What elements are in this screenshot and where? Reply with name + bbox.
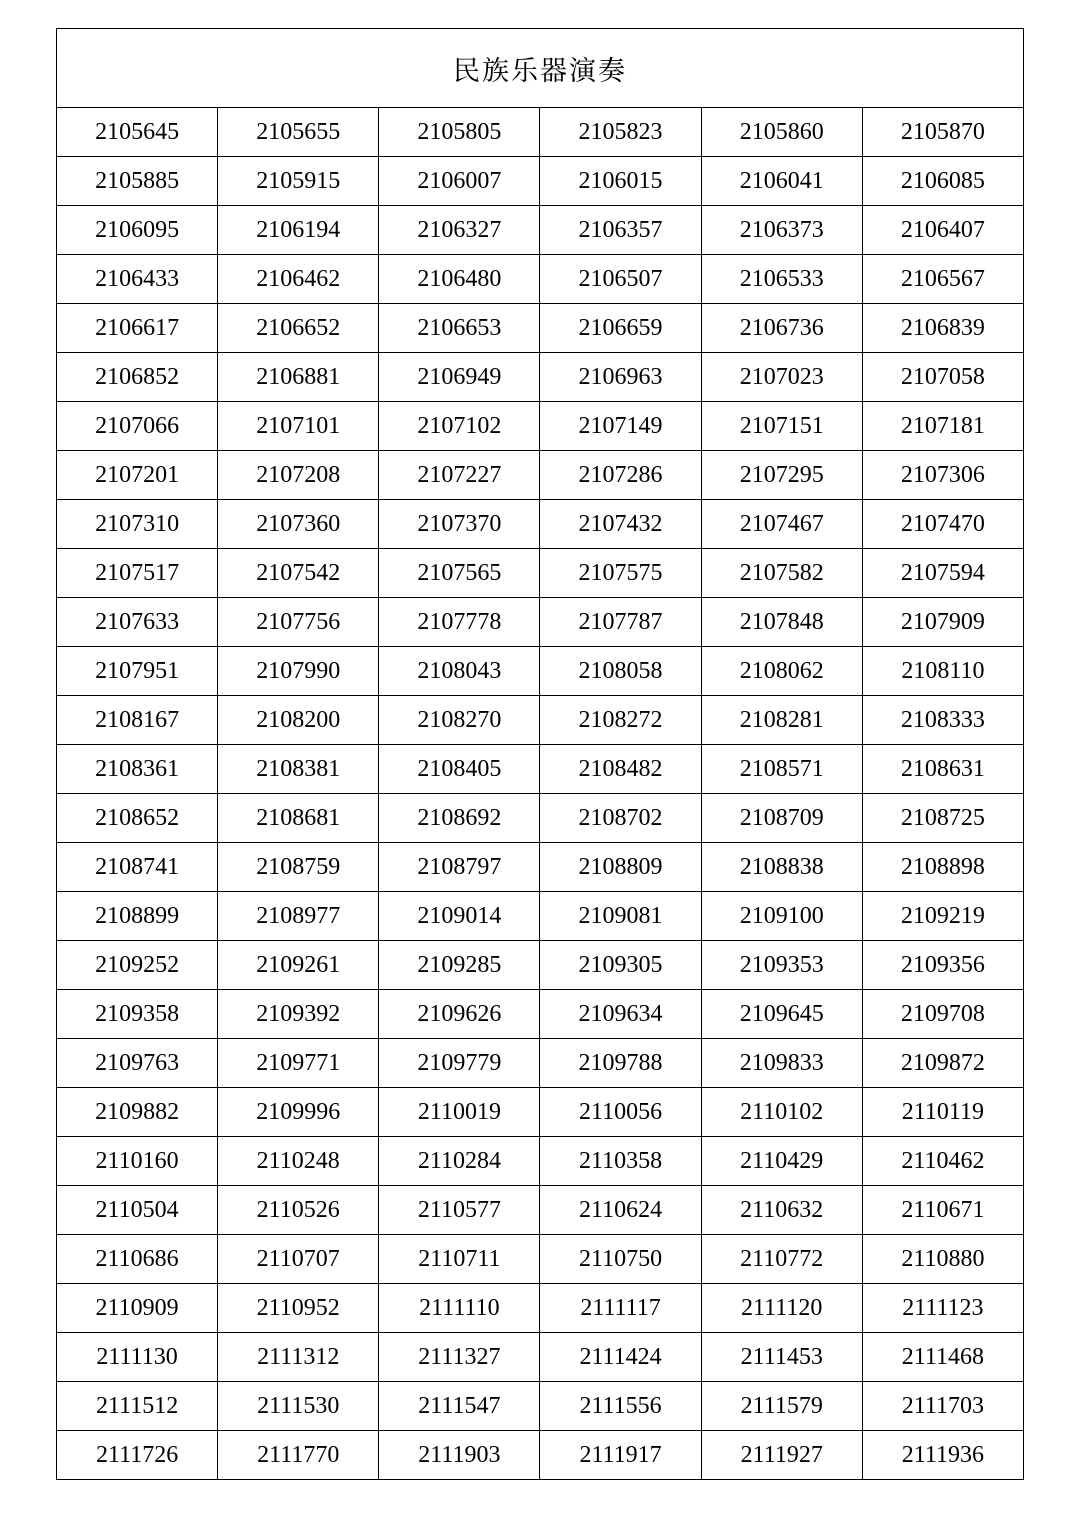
candidate-number-cell: 2109014 <box>379 892 540 941</box>
candidate-number-cell: 2110462 <box>862 1137 1023 1186</box>
candidate-number-cell: 2106852 <box>57 353 218 402</box>
candidate-number-cell: 2107778 <box>379 598 540 647</box>
candidate-number-cell: 2109779 <box>379 1039 540 1088</box>
candidate-number-cell: 2106194 <box>218 206 379 255</box>
candidate-number-cell: 2107101 <box>218 402 379 451</box>
candidate-number-cell: 2110429 <box>701 1137 862 1186</box>
candidate-number-cell: 2110671 <box>862 1186 1023 1235</box>
candidate-number-cell: 2109763 <box>57 1039 218 1088</box>
candidate-number-cell: 2105805 <box>379 108 540 157</box>
candidate-number-cell: 2108692 <box>379 794 540 843</box>
candidate-number-cell: 2107582 <box>701 549 862 598</box>
candidate-number-cell: 2107066 <box>57 402 218 451</box>
table-row <box>57 451 1024 500</box>
table-row <box>57 745 1024 794</box>
candidate-number-cell: 2110577 <box>379 1186 540 1235</box>
candidate-number-cell: 2110624 <box>540 1186 701 1235</box>
table-row <box>57 206 1024 255</box>
candidate-number-cell: 2110248 <box>218 1137 379 1186</box>
candidate-number-cell: 2107467 <box>701 500 862 549</box>
candidate-number-cell: 2108333 <box>862 696 1023 745</box>
candidate-number-cell: 2110909 <box>57 1284 218 1333</box>
table-row <box>57 990 1024 1039</box>
candidate-number-cell: 2108725 <box>862 794 1023 843</box>
candidate-number-cell: 2106617 <box>57 304 218 353</box>
candidate-number-cell: 2108631 <box>862 745 1023 794</box>
candidate-number-cell: 2109356 <box>862 941 1023 990</box>
candidate-number-cell: 2106881 <box>218 353 379 402</box>
candidate-number-cell: 2108709 <box>701 794 862 843</box>
table-row <box>57 1235 1024 1284</box>
candidate-number-cell: 2108702 <box>540 794 701 843</box>
candidate-number-cell: 2108898 <box>862 843 1023 892</box>
candidate-number-cell: 2111512 <box>57 1382 218 1431</box>
candidate-number-cell: 2108110 <box>862 647 1023 696</box>
candidate-number-cell: 2107370 <box>379 500 540 549</box>
candidate-number-cell: 2111917 <box>540 1431 701 1480</box>
candidate-number-cell: 2109353 <box>701 941 862 990</box>
candidate-number-cell: 2108167 <box>57 696 218 745</box>
candidate-number-cell: 2107023 <box>701 353 862 402</box>
candidate-number-cell: 2107201 <box>57 451 218 500</box>
candidate-number-cell: 2108809 <box>540 843 701 892</box>
candidate-number-cell: 2110102 <box>701 1088 862 1137</box>
candidate-number-cell: 2109645 <box>701 990 862 1039</box>
candidate-number-cell: 2108058 <box>540 647 701 696</box>
candidate-number-cell: 2108381 <box>218 745 379 794</box>
candidate-number-cell: 2110711 <box>379 1235 540 1284</box>
table-row <box>57 941 1024 990</box>
candidate-number-cell: 2108652 <box>57 794 218 843</box>
candidate-number-cell: 2111530 <box>218 1382 379 1431</box>
table-title-row <box>57 29 1024 108</box>
table-row <box>57 549 1024 598</box>
candidate-number-cell: 2108281 <box>701 696 862 745</box>
candidate-number-cell: 2110160 <box>57 1137 218 1186</box>
candidate-number-cell: 2108405 <box>379 745 540 794</box>
candidate-number-cell: 2107517 <box>57 549 218 598</box>
candidate-number-cell: 2111547 <box>379 1382 540 1431</box>
candidate-number-cell: 2106327 <box>379 206 540 255</box>
candidate-number-table <box>56 28 1024 1480</box>
candidate-number-cell: 2109626 <box>379 990 540 1039</box>
candidate-number-cell: 2107432 <box>540 500 701 549</box>
candidate-number-cell: 2106407 <box>862 206 1023 255</box>
candidate-number-cell: 2108797 <box>379 843 540 892</box>
candidate-number-cell: 2107102 <box>379 402 540 451</box>
candidate-number-cell: 2106462 <box>218 255 379 304</box>
candidate-number-cell: 2110686 <box>57 1235 218 1284</box>
candidate-number-cell: 2106652 <box>218 304 379 353</box>
candidate-number-cell: 2109100 <box>701 892 862 941</box>
candidate-number-cell: 2107310 <box>57 500 218 549</box>
candidate-number-cell: 2106095 <box>57 206 218 255</box>
candidate-number-cell: 2108759 <box>218 843 379 892</box>
candidate-number-cell: 2108270 <box>379 696 540 745</box>
candidate-number-cell: 2110750 <box>540 1235 701 1284</box>
candidate-number-cell: 2107575 <box>540 549 701 598</box>
table-row <box>57 696 1024 745</box>
candidate-number-cell: 2111123 <box>862 1284 1023 1333</box>
candidate-number-cell: 2106007 <box>379 157 540 206</box>
candidate-number-cell: 2106653 <box>379 304 540 353</box>
candidate-number-cell: 2107951 <box>57 647 218 696</box>
candidate-number-cell: 2111770 <box>218 1431 379 1480</box>
table-row <box>57 255 1024 304</box>
candidate-number-cell: 2109833 <box>701 1039 862 1088</box>
candidate-number-cell: 2109771 <box>218 1039 379 1088</box>
candidate-number-cell: 2108741 <box>57 843 218 892</box>
table-row <box>57 1186 1024 1235</box>
candidate-number-cell: 2111927 <box>701 1431 862 1480</box>
candidate-number-cell: 2109634 <box>540 990 701 1039</box>
candidate-number-cell: 2110358 <box>540 1137 701 1186</box>
candidate-number-cell: 2111468 <box>862 1333 1023 1382</box>
candidate-number-cell: 2108043 <box>379 647 540 696</box>
candidate-number-cell: 2106533 <box>701 255 862 304</box>
candidate-number-cell: 2106736 <box>701 304 862 353</box>
candidate-number-cell: 2107542 <box>218 549 379 598</box>
candidate-number-cell: 2107756 <box>218 598 379 647</box>
table-row <box>57 892 1024 941</box>
candidate-number-cell: 2110526 <box>218 1186 379 1235</box>
table-body <box>57 108 1024 1480</box>
candidate-number-cell: 2111703 <box>862 1382 1023 1431</box>
candidate-number-cell: 2107151 <box>701 402 862 451</box>
candidate-number-cell: 2108899 <box>57 892 218 941</box>
candidate-number-cell: 2108838 <box>701 843 862 892</box>
candidate-number-cell: 2107360 <box>218 500 379 549</box>
candidate-number-cell: 2111424 <box>540 1333 701 1382</box>
candidate-number-cell: 2106373 <box>701 206 862 255</box>
candidate-number-cell: 2106659 <box>540 304 701 353</box>
candidate-number-cell: 2107208 <box>218 451 379 500</box>
candidate-number-cell: 2106015 <box>540 157 701 206</box>
candidate-number-cell: 2111117 <box>540 1284 701 1333</box>
table-row <box>57 647 1024 696</box>
candidate-number-cell: 2110772 <box>701 1235 862 1284</box>
candidate-number-cell: 2107149 <box>540 402 701 451</box>
candidate-number-cell: 2109788 <box>540 1039 701 1088</box>
candidate-number-cell: 2107058 <box>862 353 1023 402</box>
candidate-number-cell: 2110504 <box>57 1186 218 1235</box>
candidate-number-cell: 2105860 <box>701 108 862 157</box>
table-row <box>57 1137 1024 1186</box>
candidate-number-cell: 2107848 <box>701 598 862 647</box>
candidate-number-cell: 2106567 <box>862 255 1023 304</box>
candidate-number-cell: 2106963 <box>540 353 701 402</box>
candidate-number-cell: 2109708 <box>862 990 1023 1039</box>
candidate-number-cell: 2111312 <box>218 1333 379 1382</box>
candidate-number-cell: 2108200 <box>218 696 379 745</box>
candidate-number-cell: 2108482 <box>540 745 701 794</box>
candidate-number-cell: 2111120 <box>701 1284 862 1333</box>
candidate-number-cell: 2108681 <box>218 794 379 843</box>
candidate-number-cell: 2109081 <box>540 892 701 941</box>
candidate-number-cell: 2107286 <box>540 451 701 500</box>
candidate-number-cell: 2105915 <box>218 157 379 206</box>
candidate-number-cell: 2111903 <box>379 1431 540 1480</box>
candidate-number-cell: 2107990 <box>218 647 379 696</box>
table-row <box>57 304 1024 353</box>
candidate-number-cell: 2111579 <box>701 1382 862 1431</box>
candidate-number-cell: 2109358 <box>57 990 218 1039</box>
table-header <box>57 29 1024 108</box>
table-row <box>57 1382 1024 1431</box>
candidate-number-cell: 2106949 <box>379 353 540 402</box>
candidate-number-cell: 2109882 <box>57 1088 218 1137</box>
table-row <box>57 1431 1024 1480</box>
candidate-number-cell: 2106507 <box>540 255 701 304</box>
candidate-number-cell: 2105655 <box>218 108 379 157</box>
candidate-number-cell: 2107227 <box>379 451 540 500</box>
candidate-number-cell: 2110019 <box>379 1088 540 1137</box>
candidate-number-cell: 2107181 <box>862 402 1023 451</box>
candidate-number-cell: 2108571 <box>701 745 862 794</box>
candidate-number-cell: 2111726 <box>57 1431 218 1480</box>
candidate-number-cell: 2106357 <box>540 206 701 255</box>
candidate-number-cell: 2110707 <box>218 1235 379 1284</box>
candidate-number-cell: 2106433 <box>57 255 218 304</box>
candidate-number-cell: 2108977 <box>218 892 379 941</box>
candidate-number-cell: 2111556 <box>540 1382 701 1431</box>
candidate-number-cell: 2109996 <box>218 1088 379 1137</box>
candidate-number-cell: 2109285 <box>379 941 540 990</box>
table-row <box>57 402 1024 451</box>
candidate-number-cell: 2110056 <box>540 1088 701 1137</box>
candidate-number-cell: 2105870 <box>862 108 1023 157</box>
table-row <box>57 843 1024 892</box>
candidate-number-cell: 2108062 <box>701 647 862 696</box>
candidate-number-cell: 2110880 <box>862 1235 1023 1284</box>
candidate-number-cell: 2111110 <box>379 1284 540 1333</box>
table-row <box>57 794 1024 843</box>
candidate-number-cell: 2109392 <box>218 990 379 1039</box>
candidate-number-cell: 2109219 <box>862 892 1023 941</box>
candidate-number-cell: 2108361 <box>57 745 218 794</box>
candidate-number-cell: 2111327 <box>379 1333 540 1382</box>
candidate-number-cell: 2107295 <box>701 451 862 500</box>
candidate-number-cell: 2111130 <box>57 1333 218 1382</box>
candidate-number-cell: 2111453 <box>701 1333 862 1382</box>
candidate-number-cell: 2107470 <box>862 500 1023 549</box>
candidate-number-cell: 2106041 <box>701 157 862 206</box>
candidate-number-cell: 2108272 <box>540 696 701 745</box>
table-row <box>57 157 1024 206</box>
candidate-number-cell: 2111936 <box>862 1431 1023 1480</box>
candidate-number-cell: 2109305 <box>540 941 701 990</box>
candidate-number-cell: 2105645 <box>57 108 218 157</box>
candidate-number-cell: 2109872 <box>862 1039 1023 1088</box>
table-row <box>57 1039 1024 1088</box>
table-row <box>57 598 1024 647</box>
candidate-number-cell: 2107787 <box>540 598 701 647</box>
candidate-number-cell: 2105823 <box>540 108 701 157</box>
candidate-number-cell: 2107633 <box>57 598 218 647</box>
page-title: 民族乐器演奏 <box>57 29 1024 108</box>
table-row <box>57 108 1024 157</box>
table-row <box>57 1284 1024 1333</box>
table-row <box>57 1088 1024 1137</box>
candidate-number-cell: 2107594 <box>862 549 1023 598</box>
candidate-number-cell: 2107909 <box>862 598 1023 647</box>
candidate-number-cell: 2110952 <box>218 1284 379 1333</box>
candidate-number-cell: 2110284 <box>379 1137 540 1186</box>
candidate-number-cell: 2106839 <box>862 304 1023 353</box>
table-row <box>57 353 1024 402</box>
candidate-number-cell: 2107306 <box>862 451 1023 500</box>
candidate-number-cell: 2110119 <box>862 1088 1023 1137</box>
table-row <box>57 500 1024 549</box>
candidate-number-cell: 2110632 <box>701 1186 862 1235</box>
candidate-number-cell: 2106480 <box>379 255 540 304</box>
candidate-number-cell: 2105885 <box>57 157 218 206</box>
candidate-number-cell: 2107565 <box>379 549 540 598</box>
candidate-number-cell: 2109261 <box>218 941 379 990</box>
table-row <box>57 1333 1024 1382</box>
candidate-number-cell: 2109252 <box>57 941 218 990</box>
candidate-number-cell: 2106085 <box>862 157 1023 206</box>
